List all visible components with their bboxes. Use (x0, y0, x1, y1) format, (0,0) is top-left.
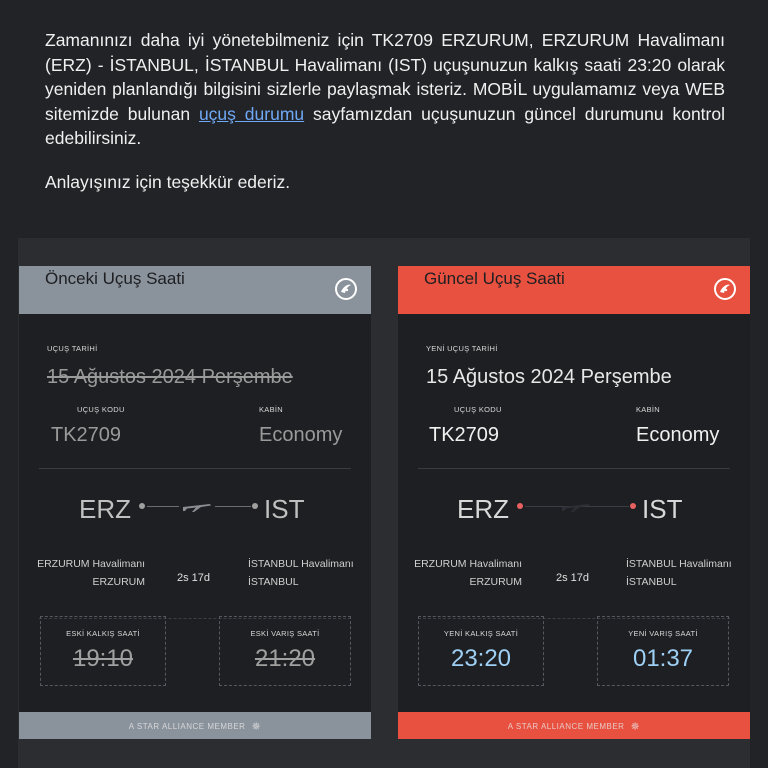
message-text-before-link: Zamanınızı daha iyi yönetebilmeniz için TK2709 ERZURUM, ERZURUM Havalimanı (ERZ) - İSTANBUL, İSTANBUL Havalimanı (IST) uçuşunuzun kalkış saati 23:20 olarak yeniden planlandığı bilgisini sizlerle paylaşmak isteriz. MOBİL uygulamamız veya WEB sitemizde bulunan (45, 30, 725, 124)
previous-flight-date: 15 Ağustos 2024 Perşembe (47, 366, 293, 388)
previous-origin-airport (33, 555, 145, 591)
current-cabin: Economy (636, 424, 720, 446)
current-card-header (398, 266, 750, 314)
destination-airport-name: İSTANBUL Havalimanı (626, 558, 732, 570)
previous-destination-code: IST (264, 494, 305, 524)
destination-city: İSTANBUL (626, 576, 677, 588)
previous-code-label: UÇUŞ KODU (77, 405, 125, 414)
origin-dot-icon (517, 503, 523, 509)
previous-cabin-label: KABİN (259, 405, 284, 414)
previous-card-header (19, 266, 371, 314)
previous-date-label: UÇUŞ TARİHİ (47, 344, 98, 353)
current-flight-card (398, 266, 750, 739)
airplane-icon (182, 498, 212, 514)
current-arrival-time: 01:37 (632, 645, 694, 672)
flight-status-link[interactable]: uçuş durumu (198, 103, 305, 124)
current-departure-box (418, 616, 544, 686)
divider (418, 468, 730, 469)
current-origin-airport (410, 555, 522, 591)
star-alliance-icon: ✵ (630, 721, 641, 733)
current-destination-code: IST (642, 494, 683, 524)
flight-change-panel (18, 238, 750, 768)
previous-departure-label: ESKİ KALKIŞ SAATİ (66, 629, 140, 638)
current-departure-label: YENİ KALKIŞ SAATİ (443, 629, 519, 638)
previous-departure-box (40, 616, 166, 686)
current-flight-code: TK2709 (429, 424, 500, 446)
origin-airport-name: ERZURUM Havalimanı (414, 558, 522, 570)
turkish-airlines-logo-icon (714, 278, 736, 300)
current-code-label: UÇUŞ KODU (454, 405, 502, 414)
star-alliance-footer (398, 720, 750, 733)
destination-airport-name: İSTANBUL Havalimanı (248, 558, 354, 570)
notification-message (45, 28, 725, 151)
origin-city: ERZURUM (92, 576, 145, 588)
previous-flight-code: TK2709 (51, 424, 122, 446)
destination-city: İSTANBUL (248, 576, 299, 588)
star-alliance-text: A STAR ALLIANCE MEMBER (128, 722, 246, 731)
origin-dot-icon (139, 503, 145, 509)
current-date-label: YENİ UÇUŞ TARİHİ (426, 344, 498, 353)
route-line (215, 506, 251, 507)
current-card-title: Güncel Uçuş Saati (424, 269, 565, 288)
divider (39, 468, 351, 469)
turkish-airlines-logo-icon (335, 278, 357, 300)
current-departure-time: 23:20 (450, 645, 512, 672)
star-alliance-footer (19, 720, 371, 733)
previous-cabin: Economy (259, 424, 343, 446)
current-cabin-label: KABİN (636, 405, 661, 414)
current-destination-airport (626, 555, 732, 591)
previous-arrival-box (219, 616, 351, 686)
previous-departure-time: 19:10 (72, 645, 134, 672)
previous-duration: 2s 17d (177, 572, 211, 584)
current-flight-date: 15 Ağustos 2024 Perşembe (426, 366, 672, 388)
current-card-footer (398, 712, 750, 739)
previous-arrival-time: 21:20 (254, 645, 316, 672)
current-arrival-label: YENİ VARIŞ SAATİ (628, 629, 698, 638)
destination-dot-icon (630, 503, 636, 509)
thanks-text: Anlayışınız için teşekkür ederiz. (45, 172, 291, 192)
previous-origin-code: ERZ (79, 494, 131, 524)
origin-airport-name: ERZURUM Havalimanı (37, 558, 145, 570)
previous-destination-airport (248, 555, 354, 591)
route-line (147, 506, 179, 507)
current-arrival-box (597, 616, 729, 686)
previous-card-footer (19, 712, 371, 739)
star-alliance-icon: ✵ (251, 721, 262, 733)
airplane-icon (561, 498, 591, 514)
message-text-after-link: sayfamızdan uçuşunuzun güncel durumunu kontrol edebilirsiniz. (45, 103, 725, 148)
previous-card-title: Önceki Uçuş Saati (45, 269, 185, 288)
destination-dot-icon (252, 503, 258, 509)
star-alliance-text: A STAR ALLIANCE MEMBER (507, 722, 625, 731)
previous-arrival-label: ESKİ VARIŞ SAATİ (250, 629, 320, 638)
current-duration: 2s 17d (556, 572, 590, 584)
previous-flight-card (19, 266, 371, 739)
current-origin-code: ERZ (457, 494, 509, 524)
origin-city: ERZURUM (469, 576, 522, 588)
